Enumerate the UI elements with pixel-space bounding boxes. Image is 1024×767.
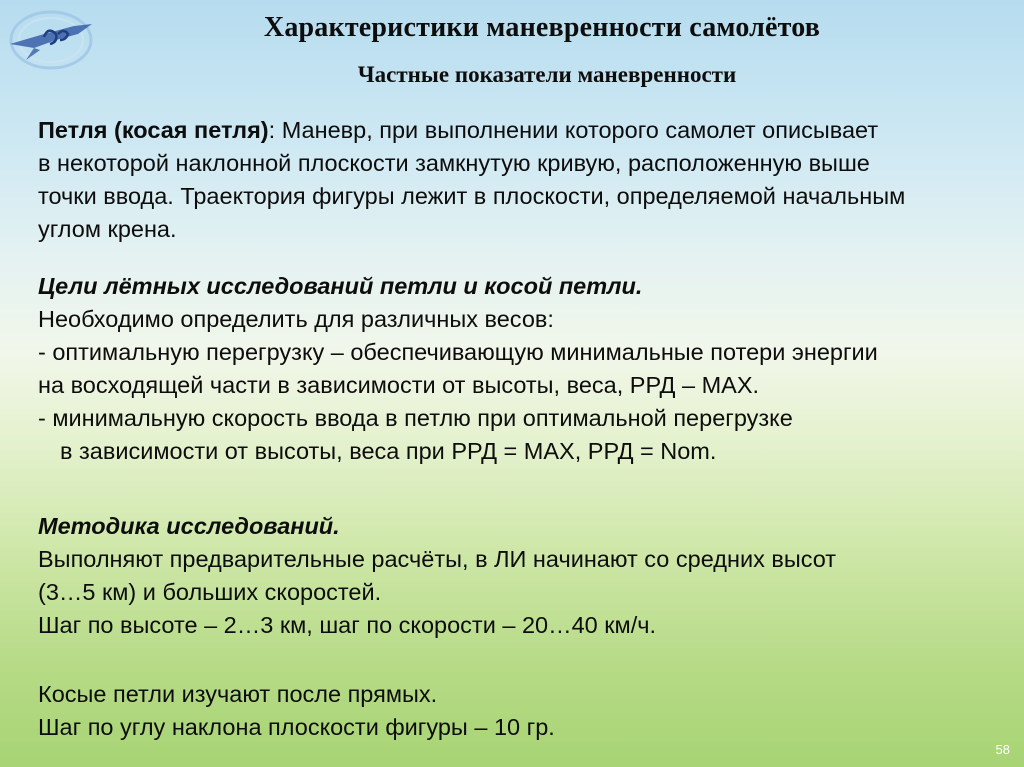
page-number: 58 — [995, 742, 1010, 757]
loop-definition — [38, 114, 1008, 246]
definition-term: Петля (косая петля) — [38, 117, 269, 143]
research-method — [38, 510, 1008, 642]
goals-heading: Цели лётных исследований петли и косой петли. — [38, 273, 643, 299]
method-heading: Методика исследований. — [38, 513, 340, 539]
research-goals — [38, 270, 1008, 468]
goals-line-5: в зависимости от высоты, веса при РРД = МАХ, РРД = Nom. — [60, 438, 717, 464]
oblique-loop-notes — [38, 678, 1008, 744]
goals-line-1: Необходимо определить для различных весов: — [38, 306, 554, 332]
notes-line-1: Косые петли изучают после прямых. — [38, 681, 438, 707]
definition-text: : Маневр, при выполнении которого самолет описывает — [268, 117, 879, 143]
definition-line-1 — [38, 114, 1008, 147]
method-line-2: (3…5 км) и больших скоростей. — [38, 579, 382, 605]
goals-line-4: - минимальную скорость ввода в петлю при оптимальной перегрузке — [38, 405, 793, 431]
definition-line-3: точки ввода. Траектория фигуры лежит в плоскости, определяемой начальным — [38, 183, 906, 209]
notes-line-2: Шаг по углу наклона плоскости фигуры – 10 гр. — [38, 714, 555, 740]
method-line-3: Шаг по высоте – 2…3 км, шаг по скорости – 20…40 км/ч. — [38, 612, 656, 638]
method-line-1: Выполняют предварительные расчёты, в ЛИ начинают со средних высот — [38, 546, 837, 572]
goals-line-3: на восходящей части в зависимости от высоты, веса, РРД – МАХ. — [38, 372, 760, 398]
definition-line-2: в некоторой наклонной плоскости замкнутую кривую, расположенную выше — [38, 150, 870, 176]
definition-line-4: углом крена. — [38, 216, 177, 242]
goals-line-2: - оптимальную перегрузку – обеспечивающую минимальные потери энергии — [38, 339, 878, 365]
slide-title: Характеристики маневренности самолётов — [263, 12, 821, 43]
slide-subtitle: Частные показатели маневренности — [357, 62, 737, 87]
